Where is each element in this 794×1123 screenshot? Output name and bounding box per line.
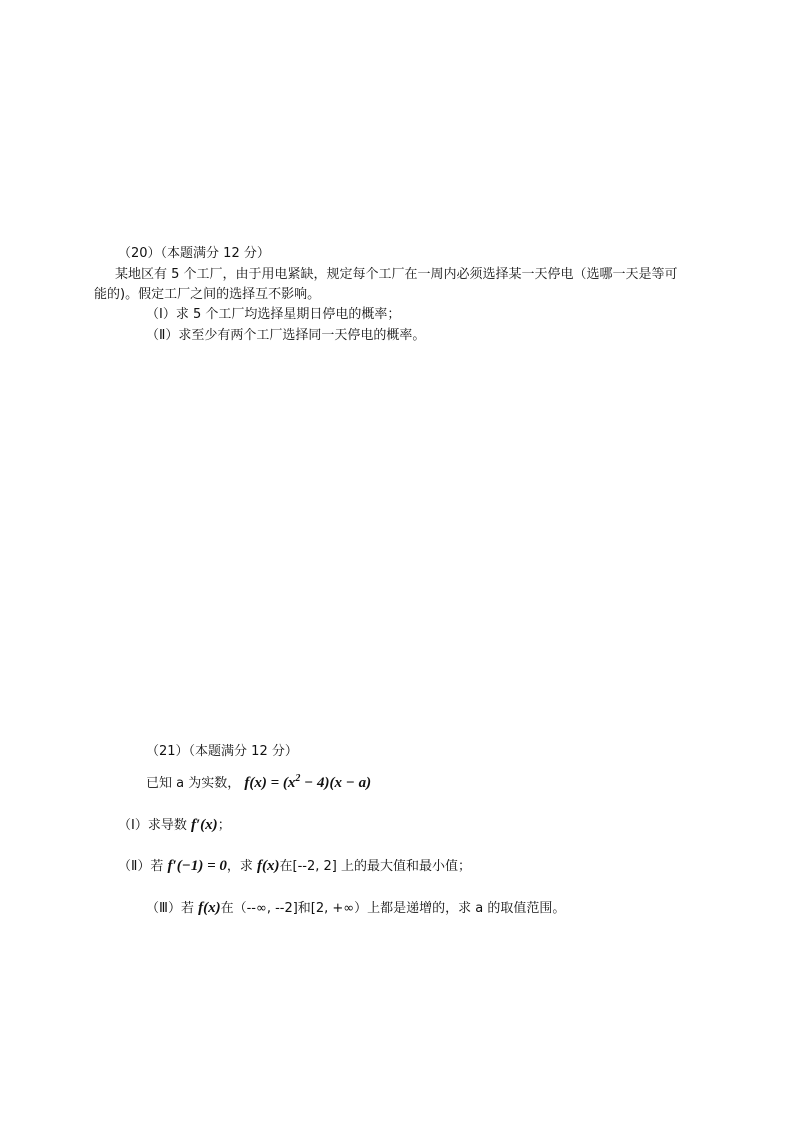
q21-part2-formula: f′(−1) = 0 bbox=[167, 858, 227, 874]
q21-part2-prefix: （Ⅱ）若 bbox=[118, 859, 168, 874]
q21-part3-prefix: （Ⅲ）若 bbox=[146, 901, 199, 916]
q20-heading: （20）（本题满分 12 分） bbox=[118, 246, 270, 261]
q20-part2: （Ⅱ）求至少有两个工厂选择同一天停电的概率。 bbox=[146, 328, 426, 343]
q21-given bbox=[146, 775, 371, 792]
q20-part1: （Ⅰ）求 5 个工厂均选择星期日停电的概率； bbox=[146, 307, 401, 322]
q21-part1-formula: f′(x) bbox=[190, 817, 218, 833]
q21-part2-mid: ，求 bbox=[226, 859, 258, 874]
q21-formula-exponent: 2 bbox=[295, 773, 301, 784]
q21-part1 bbox=[118, 817, 231, 834]
q21-given-prefix: 已知 a 为实数， bbox=[146, 776, 241, 791]
q21-part1-prefix: （Ⅰ）求导数 bbox=[118, 818, 191, 833]
q21-part2-formula2: f(x) bbox=[257, 858, 280, 874]
q21-given-formula bbox=[244, 775, 371, 791]
q21-formula-part-b: − 4)(x − a) bbox=[300, 775, 372, 791]
q21-part1-suffix: ； bbox=[217, 818, 231, 833]
q21-formula-part-a: f(x) = (x bbox=[244, 775, 296, 791]
q21-heading: （21）（本题满分 12 分） bbox=[146, 744, 298, 759]
q21-part3 bbox=[146, 900, 565, 917]
q20-stem-line2: 能的)。假定工厂之间的选择互不影响。 bbox=[94, 287, 321, 302]
q21-part2-suffix: 在[--2, 2] 上的最大值和最小值； bbox=[279, 859, 471, 874]
q20-stem-line1: 某地区有 5 个工厂，由于用电紧缺，规定每个工厂在一周内必须选择某一天停电（选哪一天是等可 bbox=[115, 267, 678, 282]
q21-part2 bbox=[118, 858, 471, 875]
q21-part3-formula: f(x) bbox=[198, 900, 221, 916]
q21-part3-suffix: 在（--∞, --2]和[2, +∞）上都是递增的，求 a 的取值范围。 bbox=[220, 901, 566, 916]
